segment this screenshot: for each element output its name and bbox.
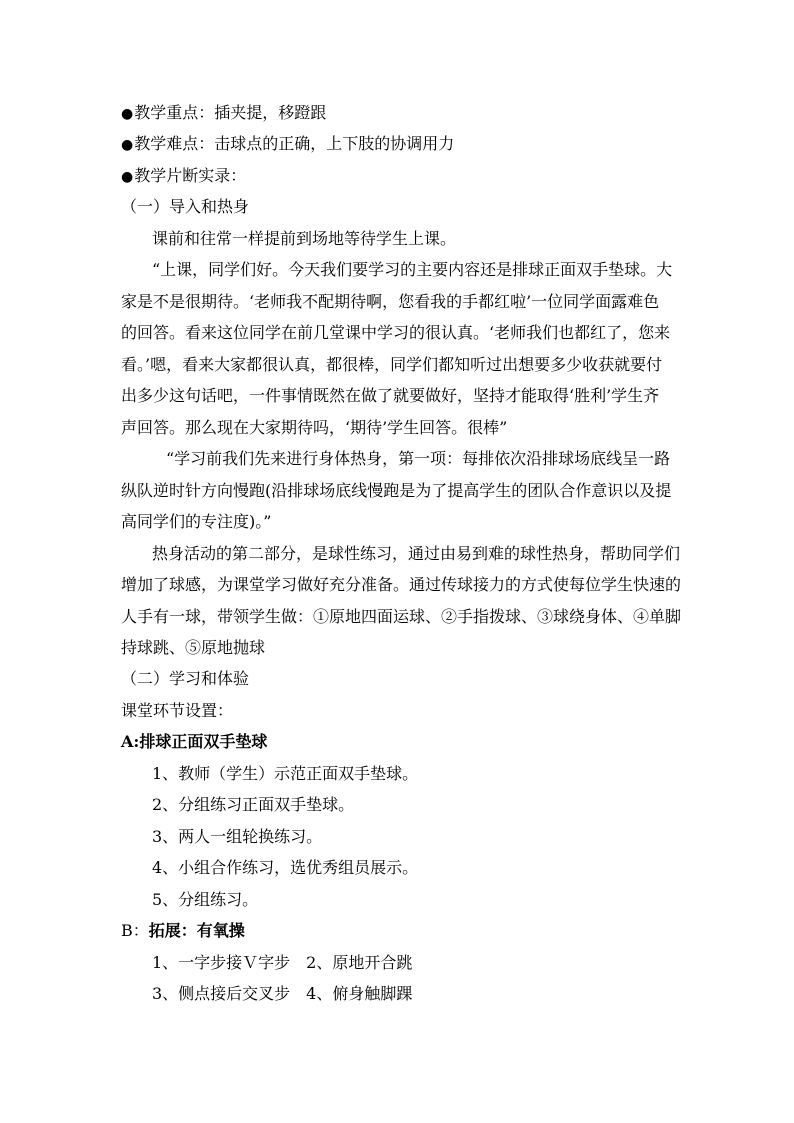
part-a-title: A:排球正面双手垫球 xyxy=(121,732,268,751)
bullet-line-difficulties xyxy=(121,134,454,155)
paragraph-line: 看。’嗯，看来大家都很认真，都很棒，同学们都知听过出想要多少收获就要付 xyxy=(121,355,663,374)
paragraph-line: 声回答。那么现在大家期待吗，‘期待’学生回答。很棒” xyxy=(121,418,508,437)
section-heading-learning: （二）学习和体验 xyxy=(121,669,250,688)
part-b-title: 拓展：有氧操 xyxy=(148,921,245,940)
class-setup-label: 课堂环节设置： xyxy=(121,701,234,720)
paragraph-line: 家是不是很期待。‘老师我不配期待啊，您看我的手都红啦’一位同学面露难色 xyxy=(121,292,660,311)
record-text: 教学片断实录： xyxy=(134,166,247,185)
difficulties-text: 教学难点：击球点的正确，上下肢的协调用力 xyxy=(134,134,455,153)
section-heading-warmup: （一）导入和热身 xyxy=(121,197,250,216)
bullet-icon: ● xyxy=(121,106,134,122)
paragraph-line: 出多少这句话吧，一件事情既然在做了就要做好，坚持才能取得‘胜利’学生齐 xyxy=(121,386,660,405)
part-a-item: 4、小组合作练习，选优秀组员展示。 xyxy=(152,858,419,877)
bullet-icon: ● xyxy=(121,137,134,153)
part-b-item: 1、一字步接Ｖ字步 2、原地开合跳 xyxy=(152,953,413,972)
paragraph-line: 增加了球感，为课堂学习做好充分准备。通过传球接力的方式使每位学生快速的 xyxy=(121,575,682,594)
paragraph-line: 高同学们的专注度)。” xyxy=(121,512,272,531)
part-a-item: 3、两人一组轮换练习。 xyxy=(152,827,323,846)
paragraph-line: 的回答。看来这位同学在前几堂课中学习的很认真。‘老师我们也都红了，您来 xyxy=(121,323,671,342)
paragraph-intro: 课前和往常一样提前到场地等待学生上课。 xyxy=(152,229,457,248)
paragraph-line: “上课，同学们好。今天我们要学习的主要内容还是排球正面双手垫球。大 xyxy=(152,260,673,279)
part-b-prefix: B： xyxy=(121,921,149,940)
paragraph-line: 热身活动的第二部分，是球性练习，通过由易到难的球性热身，帮助同学们 xyxy=(152,544,681,563)
part-b-item: 3、侧点接后交叉步 4、俯身触脚踝 xyxy=(152,984,413,1003)
bullet-icon: ● xyxy=(121,169,134,185)
bullet-line-record xyxy=(121,166,246,187)
paragraph-line: 纵队逆时针方向慢跑(沿排球场底线慢跑是为了提高学生的团队合作意识以及提 xyxy=(121,481,672,500)
bullet-line-key-points xyxy=(121,103,326,124)
key-points-text: 教学重点：插夹提，移蹬跟 xyxy=(134,103,327,122)
paragraph-line: 人手有一球，带领学生做：①原地四面运球、②手指拨球、③球绕身体、④单脚 xyxy=(121,607,682,626)
part-a-item: 2、分组练习正面双手垫球。 xyxy=(152,795,355,814)
part-a-item: 1、教师（学生）示范正面双手垫球。 xyxy=(152,764,419,783)
part-a-item: 5、分组练习。 xyxy=(152,890,259,909)
paragraph-line: 持球跳、⑤原地抛球 xyxy=(121,638,266,657)
part-b-title-line xyxy=(121,921,245,941)
paragraph-line: “学习前我们先来进行身体热身，第一项：每排依次沿排球场底线呈一路 xyxy=(166,449,671,468)
